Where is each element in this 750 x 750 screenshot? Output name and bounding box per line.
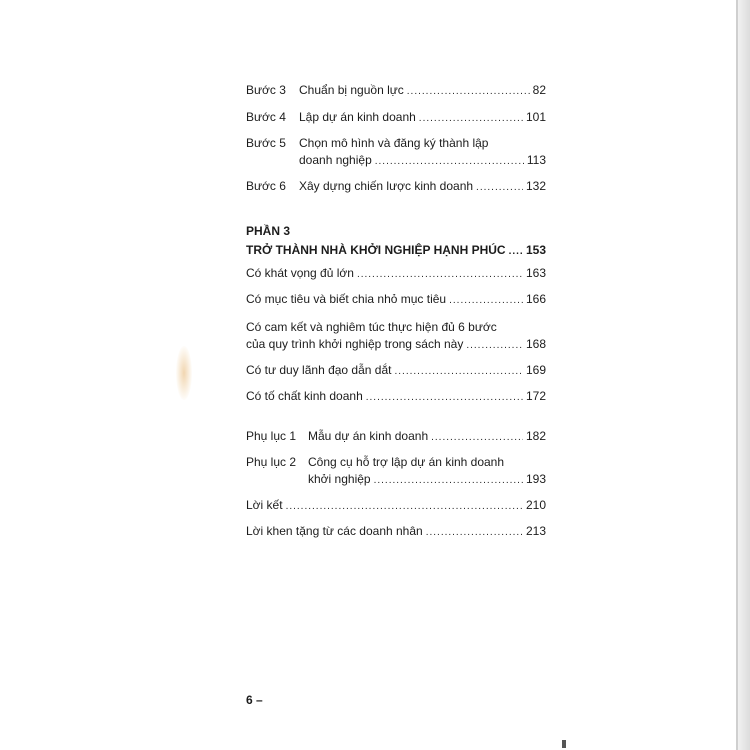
page-number: 172 [525,389,546,403]
page-number: 166 [525,292,546,306]
toc-entry-item [246,291,546,309]
page-number: 168 [525,337,546,351]
page-number: 101 [525,110,546,124]
toc-entry-item [246,388,546,406]
entry-title: của quy trình khởi nghiệp trong sách này [246,337,464,351]
entry-title: Mẫu dự án kinh doanh [308,429,429,443]
page-number: 210 [525,498,546,512]
dot-leader [426,524,523,541]
toc-entry-item [246,362,546,380]
toc-entry-closing [246,497,546,515]
step-label: Bước 4 [246,110,286,124]
scan-mark [562,740,566,748]
entry-title: Có tư duy lãnh đạo dẫn dắt [246,363,392,377]
entry-title: Có mục tiêu và biết chia nhỏ mục tiêu [246,292,447,306]
toc-entry-step-4 [246,109,546,127]
page-number: 153 [525,243,546,257]
page-number: 163 [525,266,546,280]
dot-leader [374,472,523,489]
dot-leader [449,292,523,309]
part-title: TRỞ THÀNH NHÀ KHỞI NGHIỆP HẠNH PHÚC [246,243,506,257]
toc-entry-item [246,319,546,354]
appendix-label: Phụ lục 2 [246,455,297,469]
dot-leader [286,498,523,515]
dot-leader [375,153,524,170]
dot-leader [419,110,523,127]
entry-title-line-1: Công cụ hỗ trợ lập dự án kinh doanh [308,455,505,469]
page-number: 113 [526,153,546,167]
dot-leader [407,83,530,100]
step-label: Bước 5 [246,136,286,150]
dot-leader [394,363,522,380]
toc-entry-part-3 [246,242,546,260]
toc-entry-item [246,265,546,283]
dot-leader [431,429,523,446]
toc-entry-step-6 [246,178,546,196]
entry-title: khởi nghiệp [308,472,371,486]
toc-entry-closing [246,523,546,541]
page-number: 132 [525,179,546,193]
dot-leader [509,243,523,260]
toc-entry-step-3 [246,82,546,100]
dot-leader [366,389,523,406]
part-heading: PHẦN 3 [246,224,291,238]
entry-title: Chuẩn bị nguồn lực [299,83,404,97]
dot-leader [466,337,523,354]
entry-title: Xây dựng chiến lược kinh doanh [299,179,474,193]
toc-entry-appendix-2 [246,454,546,489]
entry-title: Lập dự án kinh doanh [299,110,416,124]
adjacent-page-edge [738,0,750,750]
page-number: 182 [525,429,546,443]
entry-title: Lời kết [246,498,283,512]
entry-title-line-1: Chọn mô hình và đăng ký thành lập [299,136,489,150]
toc-entry-appendix-1 [246,428,546,446]
entry-title: Lời khen tặng từ các doanh nhân [246,524,423,538]
footer-page-number: 6 – [246,693,263,707]
entry-title: doanh nghiệp [299,153,372,167]
page-number: 82 [532,83,546,97]
step-label: Bước 3 [246,83,286,97]
toc-entry-step-5 [246,135,546,170]
entry-title: Có khát vọng đủ lớn [246,266,354,280]
page-number: 193 [525,472,546,486]
dot-leader [476,179,523,196]
entry-title-line-1: Có cam kết và nghiêm túc thực hiện đủ 6 bước [246,320,497,334]
entry-title: Có tố chất kinh doanh [246,389,363,403]
paper-stain [176,346,192,400]
page-number: 169 [525,363,546,377]
step-label: Bước 6 [246,179,286,193]
dot-leader [357,266,523,283]
appendix-label: Phụ lục 1 [246,429,297,443]
page-number: 213 [525,524,546,538]
